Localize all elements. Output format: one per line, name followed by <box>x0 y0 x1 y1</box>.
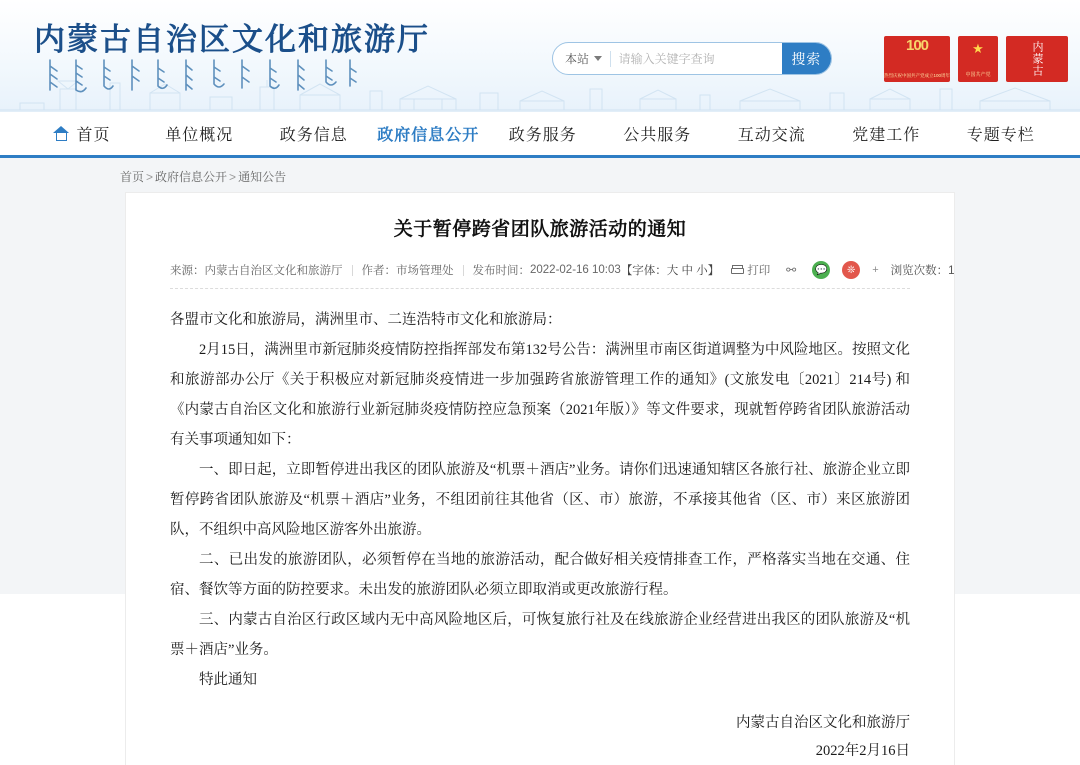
article-signature <box>170 709 910 765</box>
inner-mongolia-label: 内蒙古 <box>1031 41 1043 77</box>
article-paragraph: 特此通知 <box>199 672 257 688</box>
signature-organization: 内蒙古自治区文化和旅游厅 <box>736 715 910 731</box>
view-count <box>891 262 955 278</box>
meta-author-label: 作者： <box>361 265 396 277</box>
breadcrumb-item-announcements[interactable]: 通知公告 <box>238 170 287 184</box>
nav-item-government-info[interactable]: 政务信息 <box>279 127 348 144</box>
more-share-icon[interactable]: + <box>872 264 879 276</box>
article-meta <box>170 261 955 289</box>
weibo-share-icon[interactable]: ❊ <box>842 261 860 279</box>
printer-icon <box>731 265 744 276</box>
print-label: 打印 <box>747 265 771 277</box>
breadcrumb-separator: > <box>146 170 154 184</box>
nav-item-party-building[interactable]: 党建工作 <box>852 127 921 144</box>
print-button[interactable] <box>731 262 770 278</box>
search-scope-label: 本站 <box>565 52 590 66</box>
article-paragraph: 一、即日起，立即暂停进出我区的团队旅游及“机票＋酒店”业务。请你们迅速通知辖区各旅行社、旅游企业立即暂停跨省团队旅游及“机票＋酒店”业务，不组团前往其他省（区、市）旅游，不承接其他省（区、市）来区旅游团队，不组织中高风险地区游客外出旅游。 <box>170 462 910 538</box>
article-body <box>170 305 910 695</box>
article-paragraph: 三、内蒙古自治区行政区域内无中高风险地区后，可恢复旅行社及在线旅游企业经营进出我区的团队旅游及“机票＋酒店”业务。 <box>170 612 910 658</box>
site-header <box>0 0 1080 112</box>
share-icon[interactable]: ⚯ <box>786 263 797 277</box>
meta-author-value: 市场管理处 <box>396 265 454 277</box>
meta-publish-label: 发布时间： <box>472 265 530 277</box>
cpc-100-number: 100 <box>905 37 929 54</box>
inner-mongolia-badge[interactable] <box>1006 36 1068 82</box>
cpc-badge-text: 热烈庆祝中国共产党成立100周年 <box>884 73 950 78</box>
divider <box>463 265 464 276</box>
meta-publish-value: 2022-02-16 10:03 <box>530 264 621 276</box>
chevron-down-icon <box>594 56 602 61</box>
view-count-value: 1 <box>948 265 955 277</box>
divider <box>352 265 353 276</box>
page-title: 关于暂停跨省团队旅游活动的通知 <box>393 219 687 240</box>
cpc-100th-anniversary-badge[interactable] <box>884 36 950 82</box>
site-search[interactable] <box>552 42 832 75</box>
nav-item-information-disclosure[interactable]: 政府信息公开 <box>377 127 480 144</box>
cpc-emblem-badge[interactable] <box>958 36 998 82</box>
wechat-share-icon[interactable]: 💬 <box>812 261 830 279</box>
search-input[interactable] <box>611 52 782 66</box>
breadcrumb-separator: > <box>229 170 237 184</box>
meta-source-value: 内蒙古自治区文化和旅游厅 <box>204 265 343 277</box>
breadcrumb-item-home[interactable]: 首页 <box>120 170 145 184</box>
star-icon: ★ <box>972 41 984 56</box>
nav-item-home-label: 首页 <box>76 127 111 144</box>
article-paragraph: 2月15日，满洲里市新冠肺炎疫情防控指挥部发布第132号公告：满洲里市南区街道调整为中风险地区。按照文化和旅游部办公厅《关于积极应对新冠肺炎疫情进一步加强跨省旅游管理工作的通知》(文旅发电〔2021〕214号) 和《内蒙古自治区文化和旅游行业新冠肺炎疫情防控应急预案（2021年版）》等文件要求，现就暂停跨省团队旅游活动有关事项通知如下： <box>170 342 910 448</box>
breadcrumb <box>0 158 1080 193</box>
article-paragraph: 各盟市文化和旅游局，满洲里市、二连浩特市文化和旅游局： <box>170 312 562 328</box>
site-title: 内蒙古自治区文化和旅游厅 <box>34 22 430 57</box>
search-scope-selector[interactable] <box>553 50 610 67</box>
article-container <box>126 193 954 765</box>
page-body <box>0 158 1080 759</box>
nav-item-public-services[interactable]: 公共服务 <box>623 127 692 144</box>
home-icon <box>53 126 70 141</box>
signature-date: 2022年2月16日 <box>815 743 910 759</box>
article-paragraph: 二、已出发的旅游团队，必须暂停在当地的旅游活动，配合做好相关疫情排查工作，严格落实当地在交通、住宿、餐饮等方面的防控要求。未出发的旅游团队必须立即取消或更改旅游行程。 <box>170 552 910 598</box>
nav-item-home[interactable] <box>22 122 142 145</box>
nav-item-interaction[interactable]: 互动交流 <box>737 127 806 144</box>
nav-item-government-services[interactable]: 政务服务 <box>508 127 577 144</box>
nav-item-overview[interactable]: 单位概况 <box>165 127 234 144</box>
nav-item-special-columns[interactable]: 专题专栏 <box>966 127 1035 144</box>
view-count-label: 浏览次数： <box>890 265 949 277</box>
meta-source-label: 来源： <box>170 265 205 277</box>
header-badges <box>884 36 1068 82</box>
font-size-control[interactable]: 【字体：大 中 小】 <box>620 265 720 277</box>
breadcrumb-item-disclosure[interactable]: 政府信息公开 <box>155 170 228 184</box>
main-navigation <box>0 112 1080 158</box>
search-button[interactable]: 搜索 <box>782 42 831 75</box>
cpc-emblem-label: 中国共产党 <box>965 72 991 78</box>
mongolian-script-title <box>36 56 366 98</box>
